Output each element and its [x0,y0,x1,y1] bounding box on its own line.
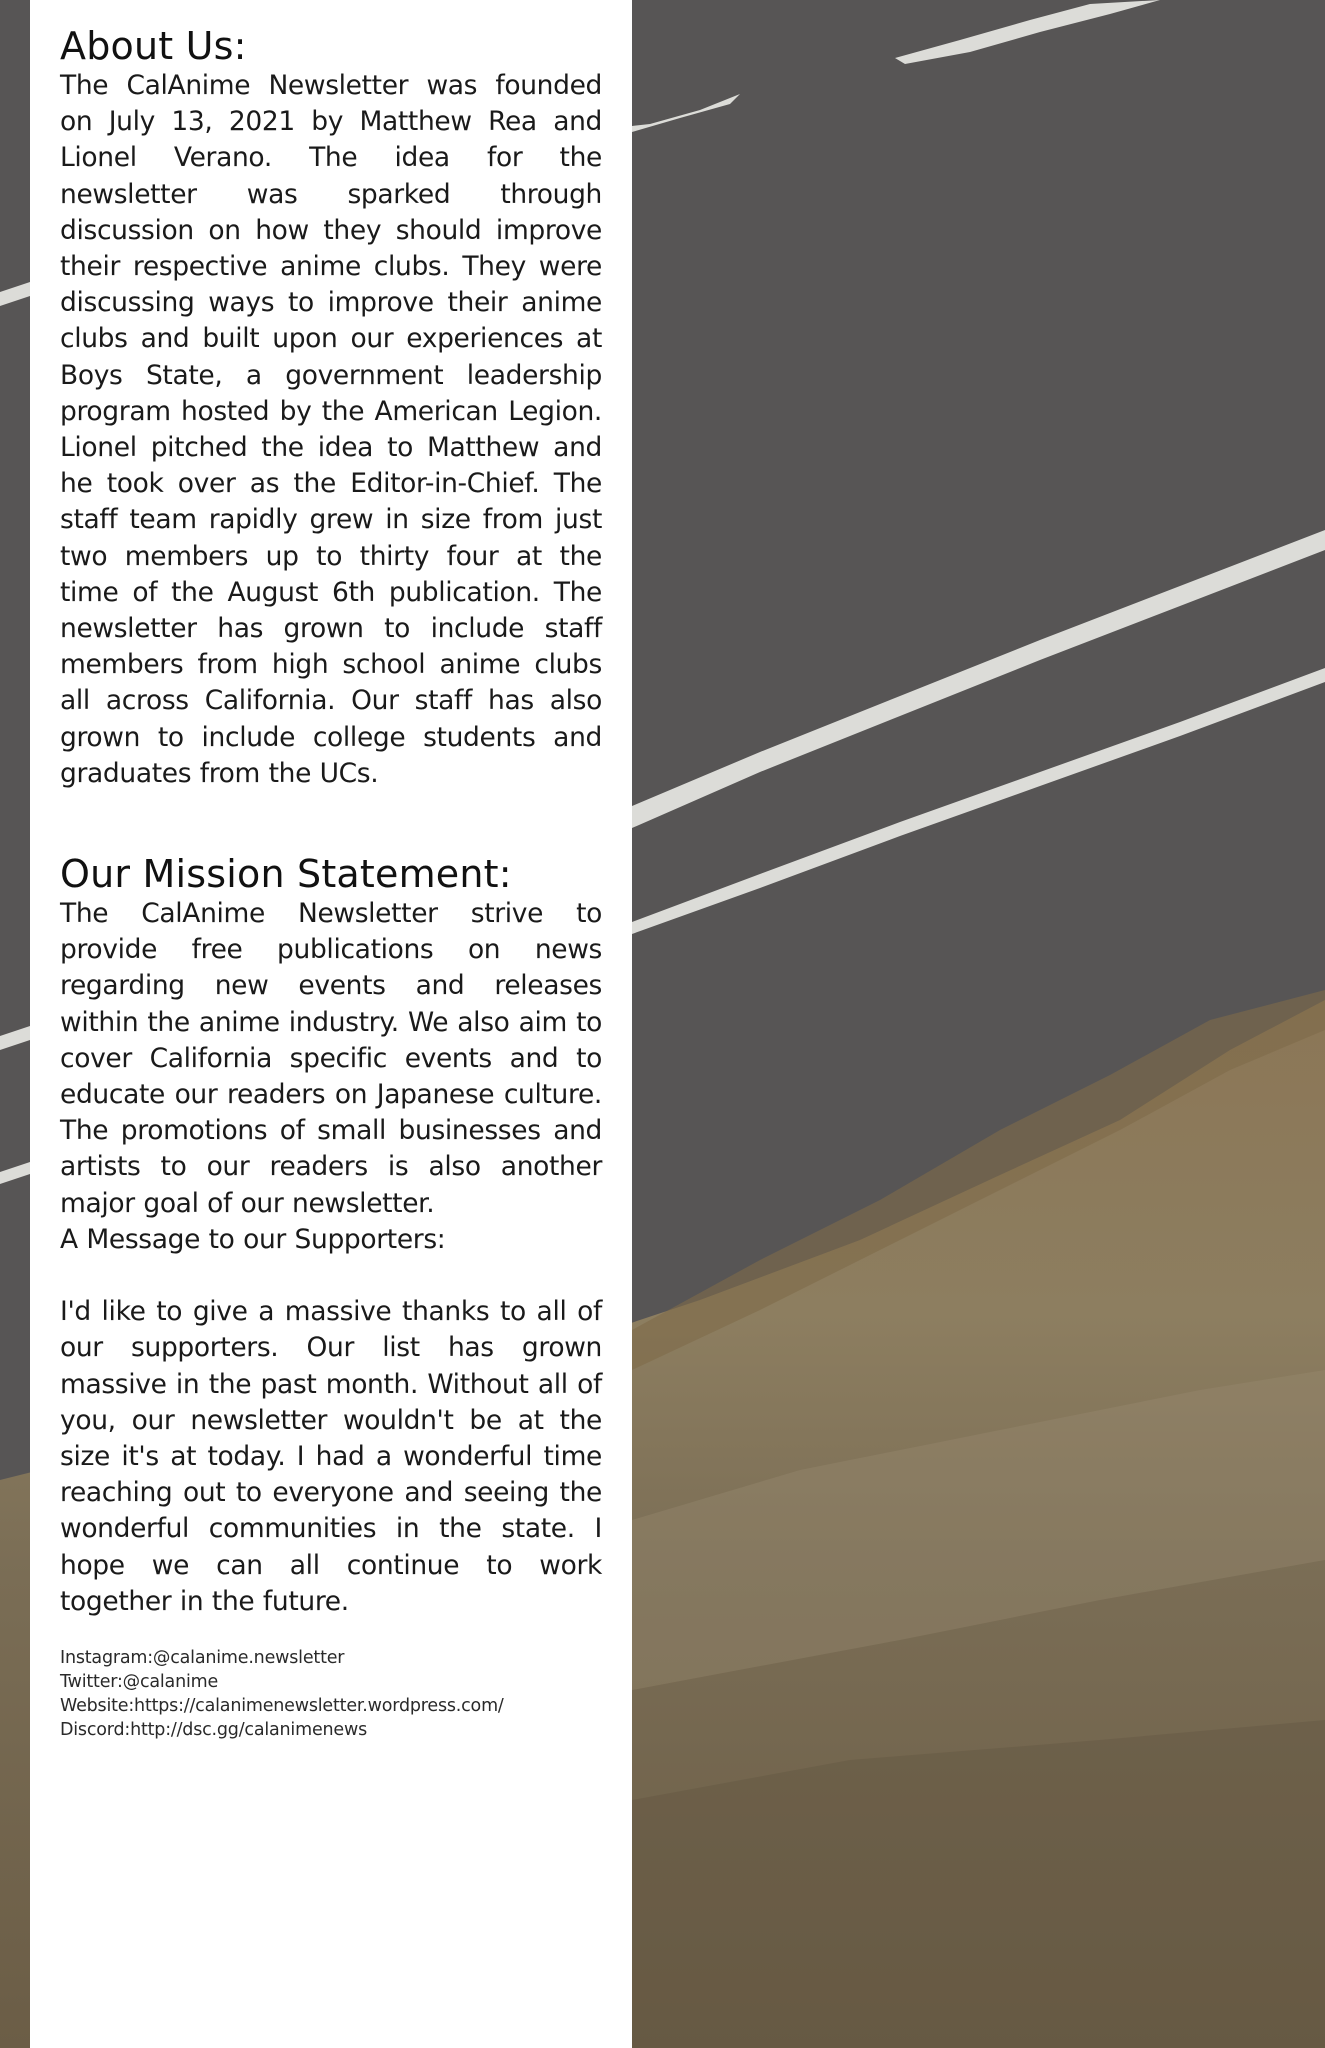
website-link[interactable]: Website:https://calanimenewsletter.wordpress.com/ [60,1695,504,1716]
mission-body: The CalAnime Newsletter strive to provide free publications on news regarding new events and releases within the anime industry. We also aim to cover California specific events and to educate our readers on Japanese culture. The promotions of small businesses and artists to our readers is also another major goal of our newsletter. [60,898,602,1219]
discord-link[interactable]: Discord:http://dsc.gg/calanimenews [60,1719,367,1740]
contact-list [60,1646,602,1742]
twitter-handle: Twitter:@calanime [60,1671,219,1692]
about-heading: About Us: [60,24,247,68]
article-content [60,24,602,1742]
mission-heading: Our Mission Statement: [60,852,512,897]
about-body: The CalAnime Newsletter was founded on July 13, 2021 by Matthew Rea and Lionel Verano. The idea for the newsletter was sparked through discussion on how they should improve their respective anime clubs. They were discussing ways to improve their anime clubs and built upon our experiences at Boys State, a government leadership program hosted by the American Legion. Lionel pitched the idea to Matthew and he took over as the Editor-in-Chief. The staff team rapidly grew in size from just two members up to thirty four at the time of the August 6th publication. The newsletter has grown to include staff members from high school anime clubs all across California. Our staff has also grown to include college students and graduates from the UCs. [60,70,602,789]
supporters-message-title: A Message to our Supporters: [60,1223,446,1255]
paragraph-spacer [60,1258,602,1294]
instagram-handle: Instagram:@calanime.newsletter [60,1647,345,1668]
supporters-message-body: I'd like to give a massive thanks to all of our supporters. Our list has grown massive in the past month. Without all of you, our newsletter wouldn't be at the size it's at today. I had a wonderful time reaching out to everyone and seeing the wonderful communities in the state. I hope we can all continue to work together in the future. [60,1296,602,1617]
